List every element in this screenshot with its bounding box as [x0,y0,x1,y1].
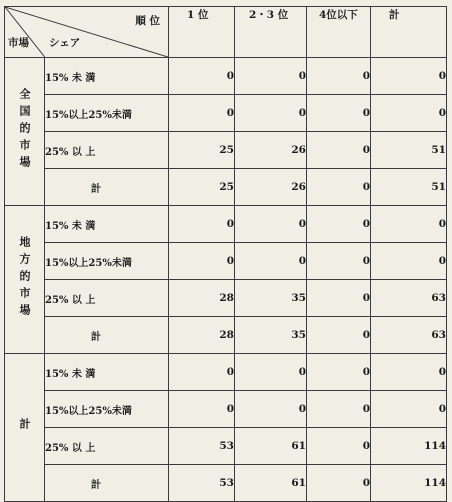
table-row [5,465,447,502]
share-label-cell: 15%以上25%未満 [45,243,169,280]
data-table [4,6,447,502]
table-row [5,169,447,206]
table-row [5,206,447,243]
value-cell: 0 [307,58,371,95]
table-row [5,95,447,132]
corner-header-cell [5,7,169,58]
value-cell: 53 [169,428,235,465]
value-cell: 28 [169,317,235,354]
value-cell: 0 [307,428,371,465]
share-axis-label: シェア [49,37,81,49]
value-cell: 0 [371,95,447,132]
share-label-cell: 25% 以 上 [45,132,169,169]
share-label-cell: 計 [45,465,169,502]
table-row [5,391,447,428]
value-cell: 0 [371,206,447,243]
table-row [5,132,447,169]
value-cell: 35 [235,317,307,354]
value-cell: 0 [307,354,371,391]
share-label-cell: 15%以上25%未満 [45,391,169,428]
market-group-cell [5,58,45,206]
value-cell: 0 [307,391,371,428]
value-cell: 0 [169,391,235,428]
value-cell: 0 [169,354,235,391]
value-cell: 26 [235,169,307,206]
value-cell: 0 [169,58,235,95]
table-row [5,58,447,95]
market-group-cell [5,206,45,354]
value-cell: 61 [235,465,307,502]
value-cell: 0 [235,58,307,95]
value-cell: 0 [169,243,235,280]
share-label-cell: 計 [45,169,169,206]
value-cell: 35 [235,280,307,317]
table-row [5,280,447,317]
table-row [5,243,447,280]
value-cell: 0 [307,206,371,243]
table-row [5,354,447,391]
value-cell: 0 [371,391,447,428]
value-cell: 51 [371,132,447,169]
value-cell: 25 [169,169,235,206]
market-group-cell [5,354,45,502]
value-cell: 0 [307,280,371,317]
value-cell: 26 [235,132,307,169]
market-group-label: 計 [18,417,31,435]
value-cell: 114 [371,465,447,502]
market-group-label: 地方的市場 [18,235,31,321]
value-cell: 0 [235,95,307,132]
value-cell: 0 [307,243,371,280]
value-cell: 0 [235,354,307,391]
value-cell: 0 [235,206,307,243]
column-header-total: 計 [371,7,447,58]
value-cell: 0 [307,465,371,502]
column-header-rank-1: 1 位 [169,7,235,58]
value-cell: 0 [307,95,371,132]
value-cell: 0 [235,243,307,280]
share-label-cell: 15% 未 満 [45,206,169,243]
column-header-rank-2-3: 2・3 位 [235,7,307,58]
share-label-cell: 計 [45,317,169,354]
table-row [5,428,447,465]
share-label-cell: 25% 以 上 [45,428,169,465]
value-cell: 61 [235,428,307,465]
share-label-cell: 15%以上25%未満 [45,95,169,132]
value-cell: 0 [371,58,447,95]
value-cell: 53 [169,465,235,502]
value-cell: 0 [235,391,307,428]
value-cell: 0 [169,95,235,132]
share-label-cell: 25% 以 上 [45,280,169,317]
share-label-cell: 15% 未 満 [45,354,169,391]
column-header-rank-4-below: 4位以下 [307,7,371,58]
header-row [5,7,447,58]
value-cell: 0 [371,354,447,391]
value-cell: 0 [307,132,371,169]
market-axis-label: 市場 [8,37,29,49]
value-cell: 0 [169,206,235,243]
share-label-cell: 15% 未 満 [45,58,169,95]
value-cell: 28 [169,280,235,317]
value-cell: 0 [307,169,371,206]
market-group-label: 全国的市場 [18,87,31,173]
value-cell: 114 [371,428,447,465]
value-cell: 25 [169,132,235,169]
value-cell: 63 [371,317,447,354]
value-cell: 51 [371,169,447,206]
value-cell: 63 [371,280,447,317]
value-cell: 0 [307,317,371,354]
rank-axis-label: 順 位 [135,15,160,27]
value-cell: 0 [371,243,447,280]
table-row [5,317,447,354]
